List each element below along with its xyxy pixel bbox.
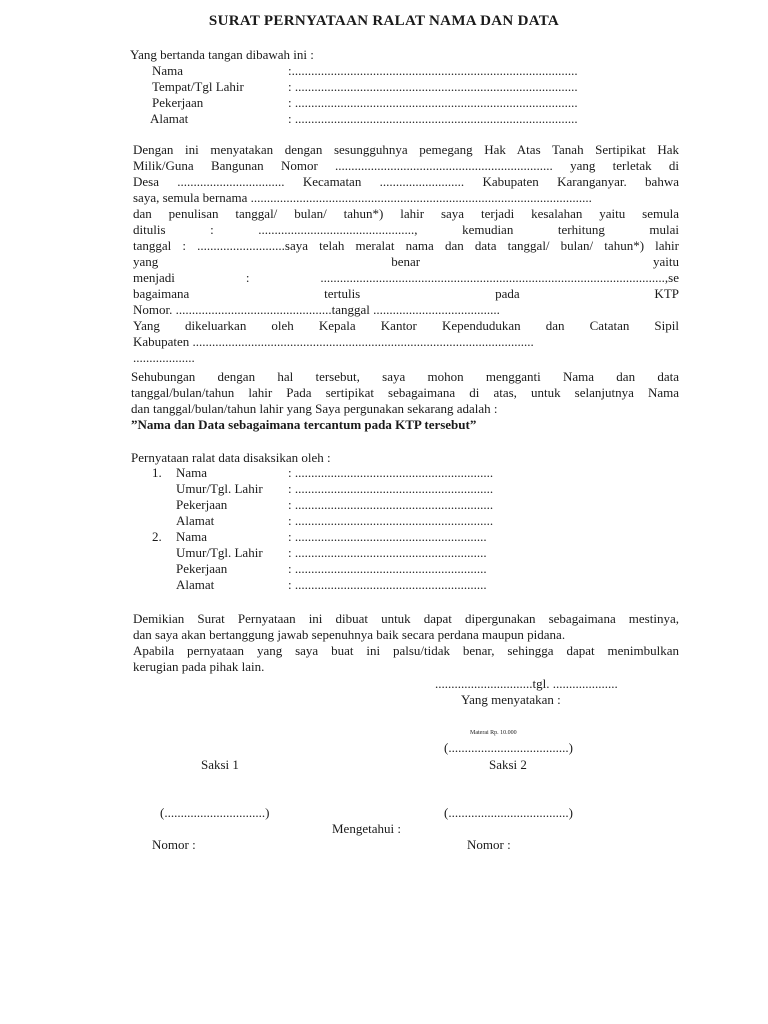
statement-line: Kabupaten ......................................................................................................... (133, 334, 534, 349)
witness-label: Alamat (176, 513, 215, 528)
statement-line: bagaimana tertulis pada KTP (133, 286, 679, 301)
witness-value: : ........................................................... (288, 561, 487, 576)
witness-value: : ............................................................. (288, 465, 494, 480)
statement-line: Dengan ini menyatakan dengan sesungguhnya pemegang Hak Atas Tanah Sertipikat Hak (133, 142, 679, 157)
statement-line: ................... (133, 350, 195, 365)
statement-line: Desa ................................. Kecamatan .......................... Kabupaten Karanganyar. bahwa (133, 174, 679, 189)
applicant-value-alamat: : ....................................................................................... (288, 111, 578, 126)
witness-label: Umur/Tgl. Lahir (176, 481, 263, 496)
witness-value: : ........................................................... (288, 529, 487, 544)
statement-line: yang benar yaitu (133, 254, 679, 269)
statement-line: tanggal : ...........................saya telah meralat nama dan data tanggal/ bulan/ tahun*) lahir (133, 238, 679, 253)
witness-value: : ........................................................... (288, 577, 487, 592)
witness-label: Pekerjaan (176, 497, 228, 512)
closing-line: kerugian pada pihak lain. (133, 659, 265, 674)
materai-stamp-label: Materai Rp. 10.000 (470, 730, 517, 736)
mengetahui-label: Mengetahui : (332, 821, 401, 836)
witness-label: Pekerjaan (176, 561, 228, 576)
closing-line: dan saya akan bertanggung jawab sepenuhnya baik secara perdana maupun pidana. (133, 627, 566, 642)
witness-value: : ............................................................. (288, 497, 494, 512)
statement-line: saya, semula bernama ......................................................................................................... (133, 190, 592, 205)
witness-label: Umur/Tgl. Lahir (176, 545, 263, 560)
closing-line: Demikian Surat Pernyataan ini dibuat untuk dapat dipergunakan sebagaimana mestinya, (133, 611, 679, 626)
statement-line: menjadi : ..........................................................................................................,se (133, 270, 679, 285)
request-line: Sehubungan dengan hal tersebut, saya mohon mengganti Nama dan data (131, 369, 679, 384)
applicant-value-pekerjaan: : ....................................................................................... (288, 95, 578, 110)
applicant-value-ttl: : ....................................................................................... (288, 79, 578, 94)
applicant-value-nama: :........................................................................................ (288, 63, 578, 78)
saksi1-label: Saksi 1 (201, 757, 239, 772)
saksi2-label: Saksi 2 (489, 757, 527, 772)
witness-intro: Pernyataan ralat data disaksikan oleh : (131, 450, 331, 465)
witness-label: Nama (176, 465, 208, 480)
statement-line: ditulis : ................................................, kemudian terhitung mulai (133, 222, 679, 237)
intro-text: Yang bertanda tangan dibawah ini : (130, 47, 314, 62)
witness-number: 2. (152, 529, 162, 544)
applicant-label-pekerjaan: Pekerjaan (152, 95, 204, 110)
statement-line: Yang dikeluarkan oleh Kepala Kantor Kependudukan dan Catatan Sipil (133, 318, 679, 333)
place-date: ..............................tgl. .................... (435, 676, 618, 691)
witness-value: : ............................................................. (288, 513, 494, 528)
request-line: dan tanggal/bulan/tahun lahir yang Saya pergunakan sekarang adalah : (131, 401, 498, 416)
closing-line: Apabila pernyataan yang saya buat ini palsu/tidak benar, sehingga dapat menimbulkan (133, 643, 679, 658)
nomor-left: Nomor : (152, 837, 196, 852)
saksi2-signature-line: (.....................................) (444, 805, 573, 820)
nomor-right: Nomor : (467, 837, 511, 852)
request-line: tanggal/bulan/tahun lahir Pada sertipikat sebagaimana di atas, untuk selanjutnya Nama (131, 385, 679, 400)
witness-value: : ........................................................... (288, 545, 487, 560)
applicant-label-alamat: Alamat (150, 111, 189, 126)
signer-label: Yang menyatakan : (461, 692, 561, 707)
witness-label: Alamat (176, 577, 215, 592)
statement-line: Milik/Guna Bangunan Nomor ................................................................... yang terletak di (133, 158, 679, 173)
applicant-label-nama: Nama (152, 63, 184, 78)
signer-signature-line: (.....................................) (444, 740, 573, 755)
applicant-label-ttl: Tempat/Tgl Lahir (152, 79, 244, 94)
document-title: SURAT PERNYATAAN RALAT NAMA DAN DATA (208, 13, 560, 29)
statement-line: dan penulisan tanggal/ bulan/ tahun*) lahir saya terjadi kesalahan yaitu semula (133, 206, 679, 221)
witness-number: 1. (152, 465, 162, 480)
statement-line: Nomor. ................................................tanggal ....................................... (133, 302, 500, 317)
witness-value: : ............................................................. (288, 481, 494, 496)
witness-label: Nama (176, 529, 208, 544)
saksi1-signature-line: (...............................) (160, 805, 270, 820)
emphasis-statement: ”Nama dan Data sebagaimana tercantum pada KTP tersebut” (131, 417, 477, 432)
